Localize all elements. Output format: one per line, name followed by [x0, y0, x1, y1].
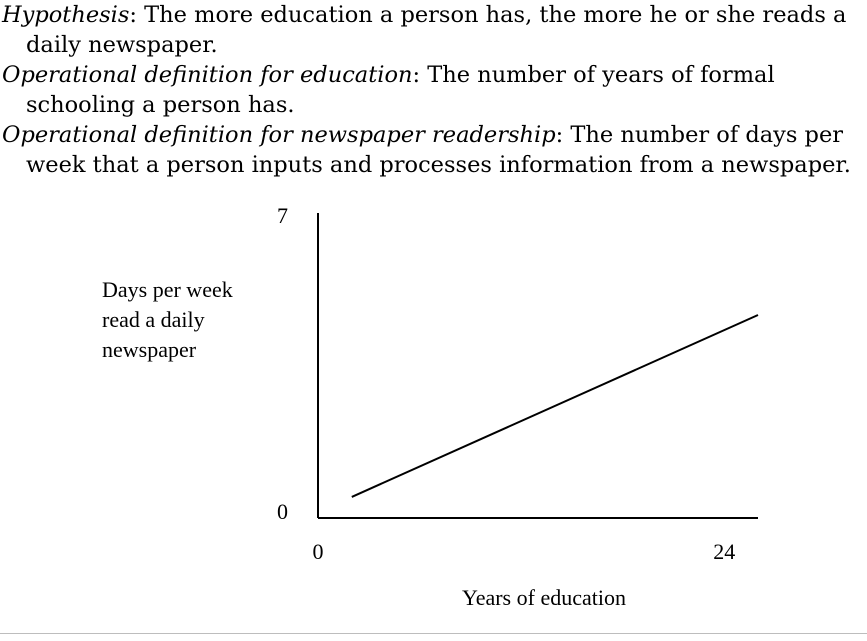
- x-tick-label: 24: [713, 539, 736, 564]
- y-axis-label-line: newspaper: [102, 337, 197, 362]
- series-line: [352, 315, 758, 497]
- y-tick-label: 0: [277, 499, 288, 524]
- x-tick-label: 0: [312, 539, 324, 564]
- definition-term: Operational definition for newspaper readership: [2, 122, 556, 148]
- chart-marks: [277, 203, 758, 564]
- definition-term: Operational definition for education: [2, 62, 413, 88]
- y-tick-label: 7: [277, 203, 288, 228]
- y-axis-label-line: read a daily: [102, 307, 205, 332]
- x-axis-label: Years of education: [462, 585, 626, 610]
- definition-term: Hypothesis: [2, 2, 130, 28]
- definition-text: : The more education a person has, the more he or she reads a daily newspaper.: [26, 2, 847, 58]
- bottom-divider: [0, 633, 867, 634]
- y-axis-label-line: Days per week: [102, 277, 233, 302]
- definition-text: : The number of years of formal schooling a person has.: [26, 62, 775, 118]
- definition-text: : The number of days per week that a person inputs and processes information from a newspaper.: [26, 122, 851, 178]
